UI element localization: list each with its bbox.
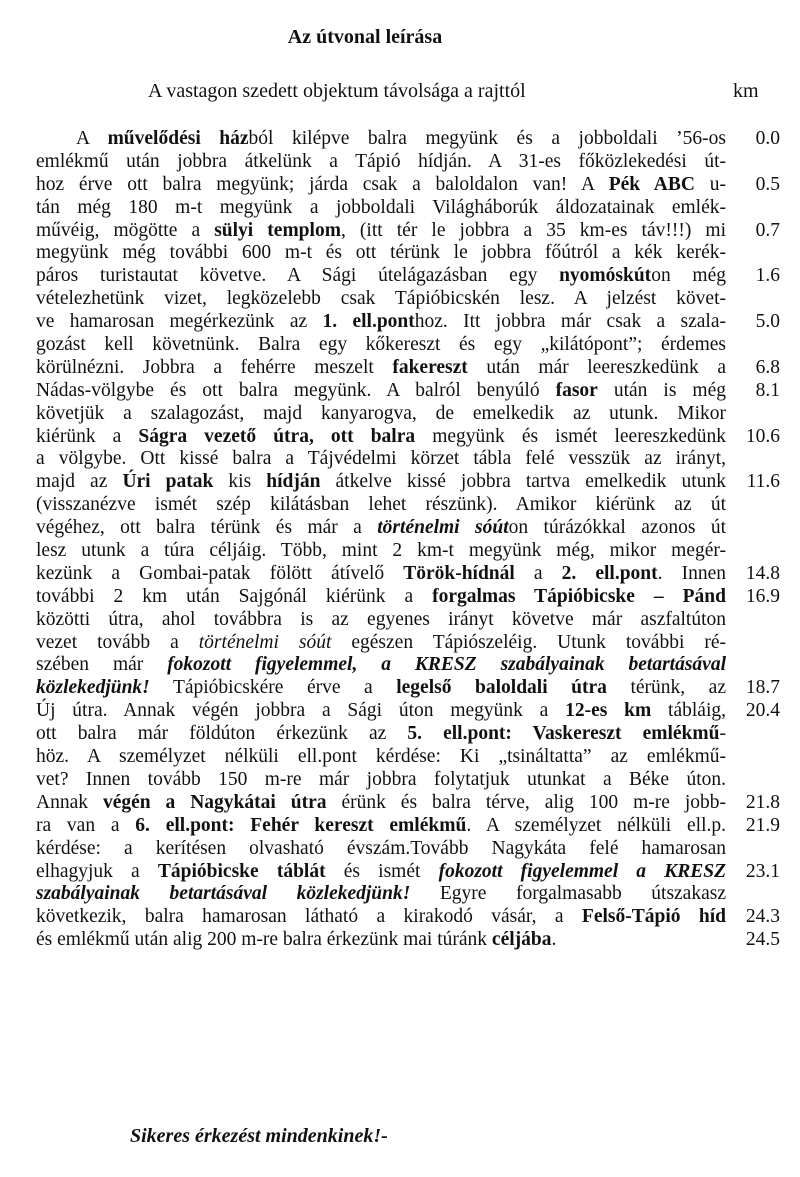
line-text: ve hamarosan megérkezünk az 1. ell.ponthoz. Itt jobbra már csak a szala- — [36, 311, 726, 333]
distance-value: 0.0 — [755, 128, 780, 149]
line-text: kezünk a Gombai-patak fölött átívelő Török-hídnál a 2. ell.pont. Innen — [36, 562, 726, 584]
description-line — [36, 380, 780, 403]
line-text: lesz utunk a túra céljáig. Több, mint 2 km-t megyünk még, mikor megér- — [36, 540, 726, 562]
line-text: vezet tovább a történelmi sóút egészen Tápiószeléig. Utunk további ré- — [36, 631, 726, 653]
description-line — [36, 700, 780, 723]
distance-value: 23.1 — [745, 860, 780, 882]
distance-value: 0.5 — [755, 173, 780, 195]
description-line — [36, 792, 780, 815]
line-text: emlékmű után jobbra átkelünk a Tápió hídján. A 31-es főközlekedési út- — [36, 150, 726, 172]
line-text: Annak végén a Nagykátai útra érünk és balra térve, alig 100 m-re jobb- — [36, 791, 726, 813]
line-text: A művelődési házból kilépve balra megyünk és a jobboldali ’56-os — [76, 128, 726, 149]
distance-value: 14.8 — [745, 562, 780, 584]
description-line — [36, 403, 780, 426]
line-text: körülnézni. Jobbra a fehérre meszelt fakereszt után már leereszkedünk a — [36, 356, 726, 378]
distance-value: 24.5 — [745, 929, 780, 951]
distance-value: 21.8 — [745, 791, 780, 813]
description-line — [36, 471, 780, 494]
distance-value: 10.6 — [745, 425, 780, 447]
description-line — [36, 197, 780, 220]
line-text: művéig, mögötte a sülyi templom, (itt tér le jobbra a 35 km-es táv!!!) mi — [36, 219, 726, 241]
line-text: megyünk még további 600 m-t és ott térünk le jobbra főútról a kék kerék- — [36, 242, 726, 264]
description-line — [36, 563, 780, 586]
description-line — [36, 769, 780, 792]
distance-value: 24.3 — [745, 906, 780, 928]
line-text: ra van a 6. ell.pont: Fehér kereszt emlékmű. A személyzet nélküli ell.p. — [36, 814, 726, 836]
line-text: gozást kell követnünk. Balra egy kőkereszt és egy „kilátópont”; érdemes — [36, 334, 726, 356]
line-text: és emlékmű után alig 200 m-re balra érkezünk mai túránk céljába. — [36, 929, 557, 951]
description-line — [36, 357, 780, 380]
line-text: szabályainak betartásával közlekedjünk! Egyre forgalmasabb útszakasz — [36, 883, 726, 905]
description-line — [36, 334, 780, 357]
closing-greeting: Sikeres érkezést mindenkinek!- — [130, 1125, 388, 1147]
description-line — [36, 242, 780, 265]
description-line — [36, 883, 780, 906]
route-description — [36, 128, 780, 952]
description-line — [36, 448, 780, 471]
description-line — [36, 586, 780, 609]
line-text: kiérünk a Ságra vezető útra, ott balra megyünk és ismét leereszkedünk — [36, 425, 726, 447]
line-text: következik, balra hamarosan látható a kirakodó vásár, a Felső-Tápió híd — [36, 906, 726, 928]
line-text: Új útra. Annak végén jobbra a Sági úton megyünk a 12-es km tábláig, — [36, 700, 726, 722]
line-text: további 2 km után Sajgónál kiérünk a forgalmas Tápióbicske – Pánd — [36, 585, 726, 607]
line-text: vételezhetünk vizet, legközelebb csak Tápióbicskén lesz. A jelzést követ- — [36, 288, 726, 310]
description-line — [36, 174, 780, 197]
distance-value: 16.9 — [745, 585, 780, 607]
description-line — [36, 906, 780, 929]
description-line — [36, 151, 780, 174]
description-line — [36, 517, 780, 540]
distance-value: 0.7 — [755, 219, 780, 241]
description-line — [36, 746, 780, 769]
distance-value: 1.6 — [755, 265, 780, 287]
description-line — [36, 609, 780, 632]
line-text: közötti útra, ahol továbbra is az egyenes irányt követve már aszfaltúton — [36, 608, 726, 630]
line-text: vet? Innen tovább 150 m-re már jobbra folytatjuk utunkat a Béke úton. — [36, 768, 726, 790]
line-text: a völgybe. Ott kissé balra a Tájvédelmi körzet tábla felé vesszük az irányt, — [36, 448, 726, 470]
description-line — [36, 220, 780, 243]
unit-header: km — [733, 80, 759, 102]
line-text: Nádas-völgybe és ott balra megyünk. A balról benyúló fasor után is még — [36, 379, 726, 401]
line-text: páros turistautat követve. A Sági útelágazásban egy nyomóskúton még — [36, 265, 726, 287]
distance-value: 6.8 — [755, 356, 780, 378]
description-line — [36, 861, 780, 884]
line-text: követjük a szalagozást, majd kanyarogva, de emelkedik az utunk. Mikor — [36, 402, 726, 424]
distance-value: 5.0 — [755, 311, 780, 333]
description-line — [36, 838, 780, 861]
distance-value: 8.1 — [755, 379, 780, 401]
description-line — [36, 426, 780, 449]
line-text: (visszanézve ismét szép kilátásban lehet részünk). Amikor kiérünk az út — [36, 494, 726, 516]
distance-value: 11.6 — [746, 471, 780, 493]
line-text: elhagyjuk a Tápióbicske táblát és ismét fokozott figyelemmel a KRESZ — [36, 860, 726, 882]
line-text: szében már fokozott figyelemmel, a KRESZ szabályainak betartásával — [36, 654, 726, 676]
distance-value: 20.4 — [745, 700, 780, 722]
description-line — [36, 677, 780, 700]
line-text: höz. A személyzet nélküli ell.pont kérdése: Ki „tsináltatta” az emlékmű- — [36, 746, 726, 768]
description-line — [36, 311, 780, 334]
description-line — [36, 654, 780, 677]
distance-header: A vastagon szedett objektum távolsága a rajttól — [148, 80, 526, 102]
line-text: közlekedjünk! Tápióbicskére érve a legelső baloldali útra térünk, az — [36, 677, 726, 699]
description-line — [36, 288, 780, 311]
page-title: Az útvonal leírása — [287, 26, 443, 48]
line-text: ott balra már földúton érkezünk az 5. ell.pont: Vaskereszt emlékmű- — [36, 723, 726, 745]
distance-value: 21.9 — [745, 814, 780, 836]
description-line — [36, 815, 780, 838]
distance-value: 18.7 — [745, 677, 780, 699]
description-line — [36, 128, 780, 151]
description-line — [36, 723, 780, 746]
description-line — [36, 632, 780, 655]
line-text: hoz érve ott balra megyünk; járda csak a baloldalon van! A Pék ABC u- — [36, 173, 726, 195]
line-text: végéhez, ott balra térünk és már a történelmi sóúton túrázókkal azonos út — [36, 517, 726, 539]
description-line — [36, 540, 780, 563]
line-text: kérdése: a kerítésen olvasható évszám.Tovább Nagykáta felé hamarosan — [36, 837, 726, 859]
description-line — [36, 265, 780, 288]
line-text: majd az Úri patak kis hídján átkelve kissé jobbra tartva emelkedik utunk — [36, 471, 726, 493]
line-text: tán még 180 m-t megyünk a jobboldali Világháborúk áldozatainak emlék- — [36, 196, 726, 218]
description-line — [36, 494, 780, 517]
description-line — [36, 929, 780, 952]
